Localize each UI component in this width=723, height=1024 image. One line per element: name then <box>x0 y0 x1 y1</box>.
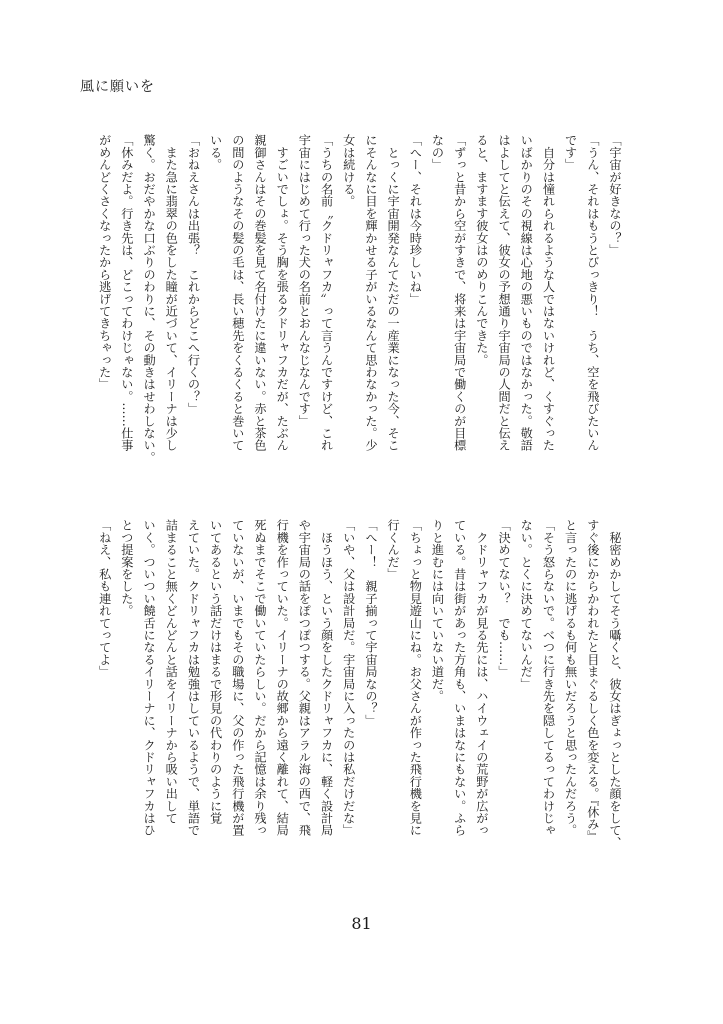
text-line: 「そう怒らないで。べつに行き先を隠してるってわけじゃ <box>541 519 556 837</box>
text-line: いく。ついつい饒舌になるイリーナに、クドリャフカはひ <box>142 519 157 837</box>
text-line: 宇宙にはじめて行った犬の名前とおんなじなんです」 <box>297 134 312 427</box>
text-line: にそんなに目を輝かせる子がいるなんて思わなかった。少 <box>363 134 378 452</box>
text-line: 秘密めかしてそう囁くと、彼女はぎょっとした顔をして、 <box>608 519 622 849</box>
text-line: すごいでしょ。そう胸を張るクドリャフカだが、たぶん <box>275 134 290 452</box>
text-block-bottom <box>94 519 627 885</box>
text-line: 「へー！ 親子揃って宇宙局なの？」 <box>363 519 378 727</box>
text-line: 驚く。おだやかな口ぶりのわりに、その動きはせわしない。 <box>142 134 157 464</box>
text-line: がめんどくさくなったから逃げてきちゃった」 <box>97 134 112 391</box>
text-line: 詰まること無くどんどんと話をイリーナから吸い出して <box>164 519 179 824</box>
text-line: 「ずっと昔から空がすきで、将来は宇宙局で働くのが目標 <box>452 134 467 452</box>
text-line: 自分は憧れられるような人ではないけれど、くすぐった <box>541 134 556 452</box>
text-line: ない。とくに決めてないんだ」 <box>519 519 534 690</box>
running-title: 風に願いを <box>80 79 155 95</box>
page-number: 81 <box>351 914 372 933</box>
text-line: なの」 <box>430 134 445 171</box>
text-line: 「いや、父は設計局だ。宇宙局に入ったのは私だけだな」 <box>341 519 356 837</box>
text-line: です」 <box>563 134 578 171</box>
text-line: ていないが、いまでもその職場に、父の作った飛行機が置 <box>230 519 245 837</box>
text-line: 「決めてない？ でも……」 <box>497 519 512 678</box>
text-block-top <box>94 134 627 496</box>
text-line: 「うん、それはもうとびっきり！ うち、空を飛びたいん <box>585 134 600 452</box>
text-line: 死ぬまでそこで働いていたらしい。だから記憶は余り残っ <box>253 519 267 837</box>
text-line: 「おねえさんは出張？ これからどこへ行くの？」 <box>186 134 201 415</box>
text-line: 「へー、それは今時珍しいね」 <box>408 134 423 305</box>
text-line: 「宇宙が好きなの？」 <box>608 134 622 256</box>
text-line: 女は続ける。 <box>341 134 356 208</box>
text-line: はよしてと伝えて、彼女の予想通り宇宙局の人間だと伝え <box>497 134 512 452</box>
text-line: えていた。クドリャフカは勉強はしているようで、単語で <box>186 519 201 837</box>
text-line: 「ちょっと物見遊山にね。お父さんが作った飛行機を見に <box>408 519 423 837</box>
text-line: 「休みだよ。行き先は、どこってわけじゃない。……仕事 <box>119 134 134 452</box>
text-line: とつ提案をした。 <box>119 519 134 617</box>
text-line: の間のようなその髪の毛は、長い穂先をくるくると巻いて <box>230 134 245 452</box>
text-line: ほうほう、という顔をしたクドリャフカに、軽く設計局 <box>319 519 334 837</box>
text-line: とっくに宇宙開発なんてただの一産業になった今、そこ <box>386 134 401 452</box>
text-line: ている。昔は街があった方角も、いまはなにもない。ふら <box>452 519 467 837</box>
text-line: クドリャフカが見る先には、ハイウェイの荒野が広がっ <box>474 519 489 837</box>
text-line: ると、ますます彼女はのめりこんできた。 <box>474 134 489 366</box>
text-line: いてあるという話だけはまるで形見の代わりのように覚 <box>208 519 223 824</box>
text-line: いる。 <box>208 134 223 171</box>
text-line: りと進むには向いていない道だ。 <box>430 519 445 702</box>
text-line: や宇宙局の話をぽつぽつする。父親はアラル海の西で、飛 <box>297 519 312 837</box>
text-line: 行くんだ」 <box>386 519 401 580</box>
text-line: また急に翡翠の色をした瞳が近づいて、イリーナは少し <box>164 134 179 452</box>
text-line: 行機を作っていた。イリーナの故郷から遠く離れて、結局 <box>275 519 290 837</box>
text-line: いばかりのその視線は心地の悪いものではなかった。敬語 <box>519 134 534 452</box>
text-line: 「ねえ、私も連れてってよ」 <box>97 519 112 678</box>
text-line: と言ったのに逃げるも何も無いだろうと思ったんだろう。 <box>563 519 578 837</box>
text-line: 親御さんはその巻髪を見て名付けたに違いない。赤と茶色 <box>253 134 267 452</box>
text-line: 「うちの名前〝クドリャフカ〟って言うんですけど、これ <box>319 134 334 452</box>
text-line: すぐ後にからかわれたと目まぐるしく色を変える。『休み』 <box>585 519 600 843</box>
